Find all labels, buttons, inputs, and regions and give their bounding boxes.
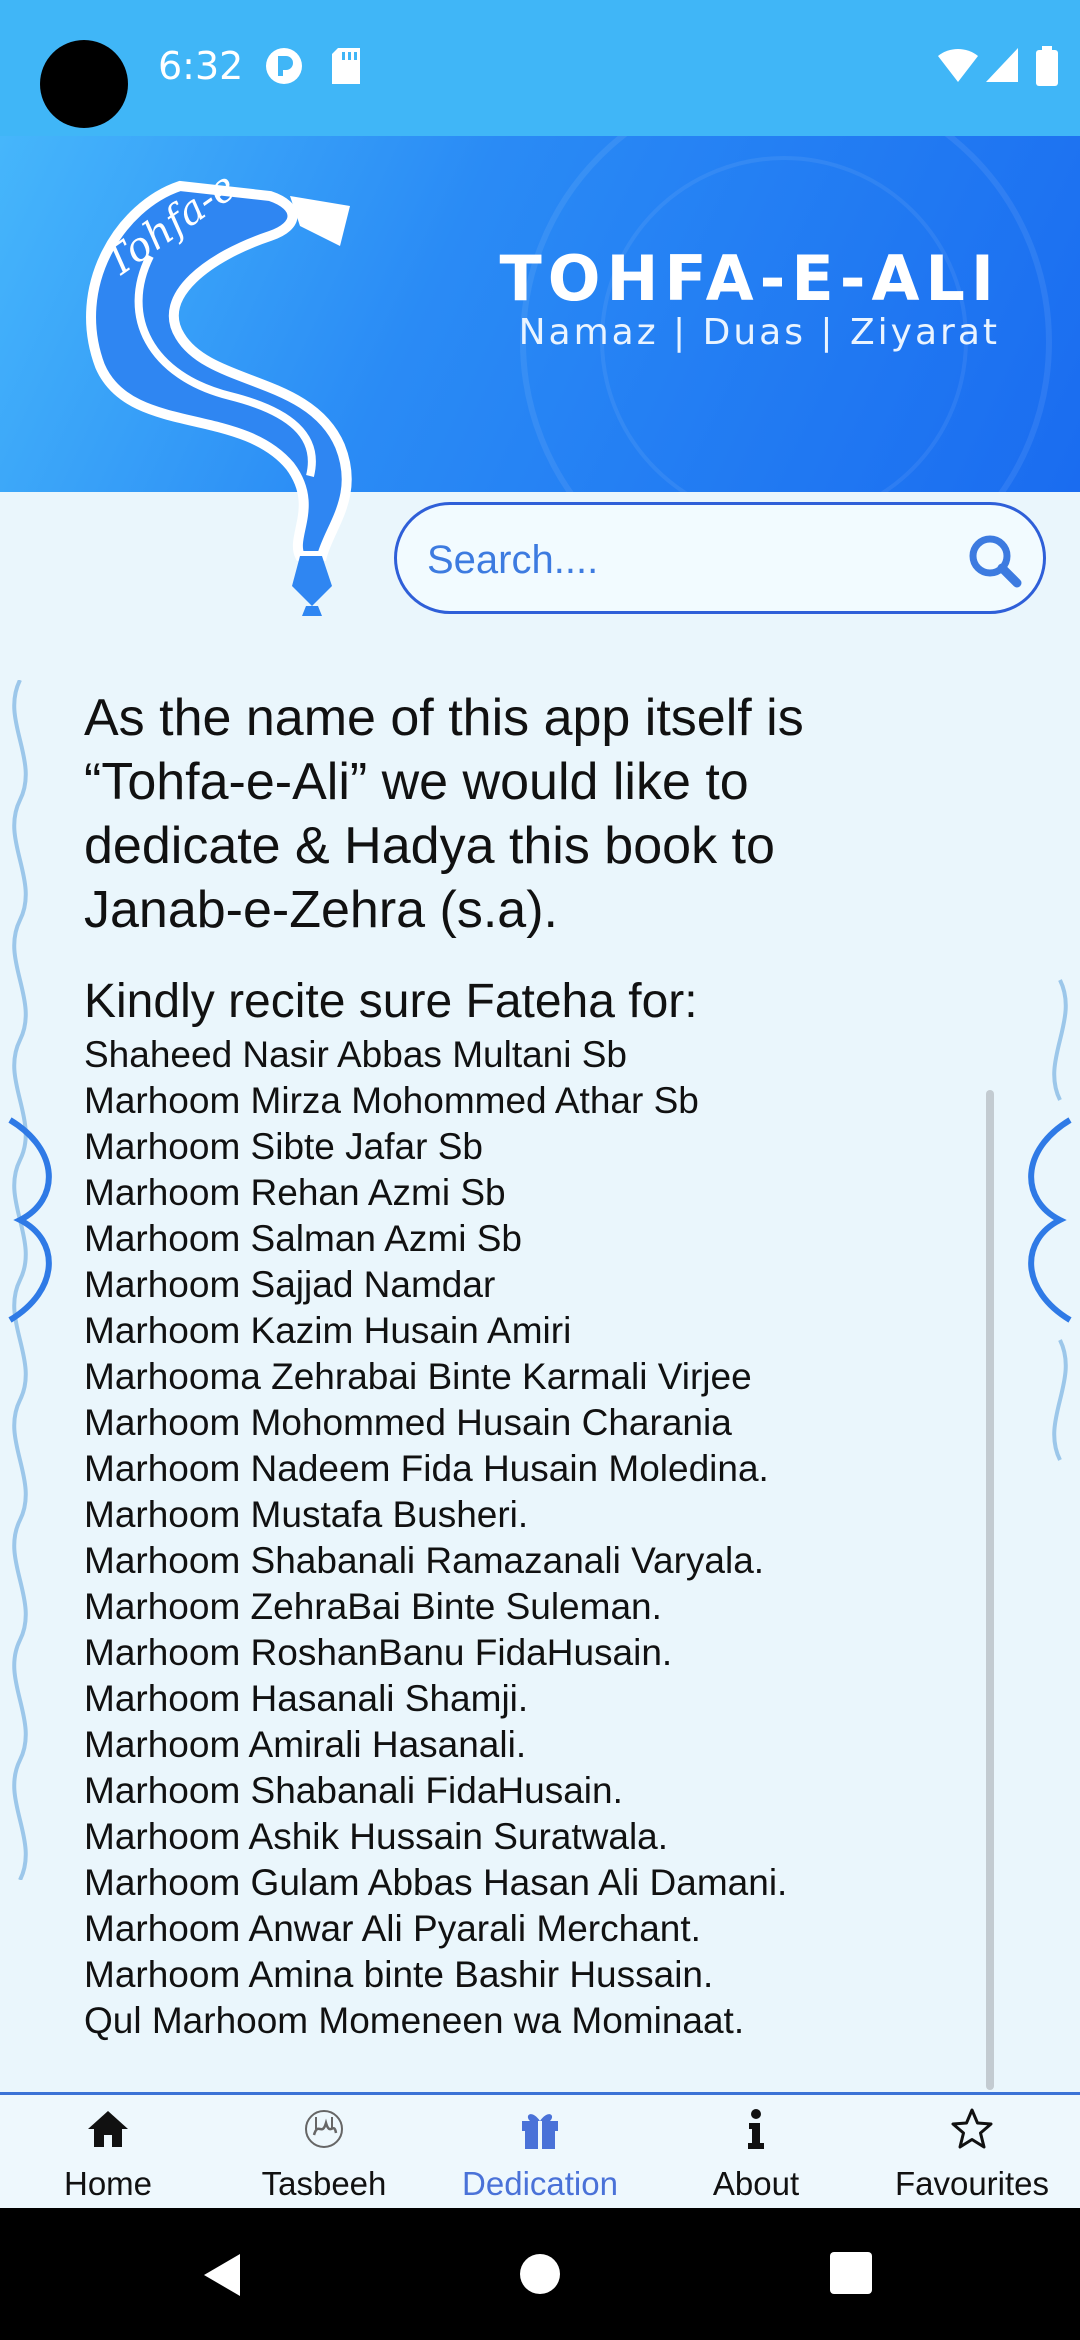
signal-icon [984, 46, 1020, 84]
list-item: Marhoom Kazim Husain Amiri [84, 1310, 572, 1351]
list-item: Marhoom Gulam Abbas Hasan Ali Damani. [84, 1862, 788, 1903]
list-item: Marhoom RoshanBanu FidaHusain. [84, 1632, 673, 1673]
nav-item-home[interactable] [0, 2095, 216, 2211]
list-item: Marhoom Salman Azmi Sb [84, 1218, 523, 1259]
notification-icon [264, 46, 304, 86]
nav-item-dedication[interactable] [432, 2095, 648, 2211]
list-item: Marhoom Mohommed Husain Charania [84, 1402, 732, 1443]
status-time: 6:32 [158, 44, 244, 88]
nav-label-dedication: Dedication [462, 2165, 618, 2202]
search-icon[interactable] [965, 531, 1025, 591]
list-item: Marhoom Shabanali FidaHusain. [84, 1770, 623, 1811]
sd-card-icon [330, 46, 362, 86]
nav-item-favourites[interactable] [864, 2095, 1080, 2211]
list-item: Marhoom Mustafa Busheri. [84, 1494, 529, 1535]
dedication-intro: As the name of this app itself is “Tohfa-e-Ali” we would like to dedicate & Hadya this book to Janab-e-Zehra (s.a). [84, 689, 804, 939]
list-item: Marhoom Anwar Ali Pyarali Merchant. [84, 1908, 701, 1949]
right-ornament [1020, 680, 1080, 1880]
nav-label-tasbeeh: Tasbeeh [261, 2165, 387, 2202]
camera-cutout [40, 40, 128, 128]
list-item: Marhoom Hasanali Shamji. [84, 1678, 529, 1719]
app-subtitle: Namaz | Duas | Ziyarat [518, 312, 1000, 353]
list-item: Marhoom ZehraBai Binte Suleman. [84, 1586, 662, 1627]
gift-icon [518, 2107, 562, 2151]
status-bar [0, 0, 1080, 136]
list-item: Marhoom Sibte Jafar Sb [84, 1126, 483, 1167]
scrollbar[interactable] [986, 1090, 994, 2090]
nav-label-favourites: Favourites [894, 2165, 1050, 2202]
list-item: Marhooma Zehrabai Binte Karmali Virjee [84, 1356, 752, 1397]
logo-text: Tohfa-e [95, 163, 245, 287]
battery-icon [1036, 46, 1058, 86]
list-item: Marhoom Sajjad Namdar [84, 1264, 496, 1305]
list-item: Marhoom Mirza Mohommed Athar Sb [84, 1080, 699, 1121]
list-item: Marhoom Shabanali Ramazanali Varyala. [84, 1540, 765, 1581]
recents-icon[interactable] [830, 2252, 872, 2294]
bottom-nav [0, 2092, 1080, 2208]
list-item: Marhoom Rehan Azmi Sb [84, 1172, 506, 1213]
nav-label-about: About [712, 2165, 800, 2202]
names-list [84, 1032, 787, 2044]
list-item: Marhoom Amirali Hasanali. [84, 1724, 527, 1765]
list-item: Qul Marhoom Momeneen wa Mominaat. [84, 2000, 745, 2041]
tasbeeh-icon [302, 2107, 346, 2151]
dedication-content[interactable] [0, 660, 1080, 2092]
list-item: Marhoom Nadeem Fida Husain Moledina. [84, 1448, 769, 1489]
star-icon [950, 2107, 994, 2151]
search-input[interactable] [425, 527, 949, 593]
info-icon [734, 2107, 778, 2151]
home-circle-icon[interactable] [518, 2252, 562, 2296]
nav-item-tasbeeh[interactable] [216, 2095, 432, 2211]
app-title: TOHFA-E-ALI [499, 242, 1000, 315]
system-navigation-bar [0, 2208, 1080, 2340]
search-box[interactable] [394, 502, 1046, 614]
list-item: Marhoom Ashik Hussain Suratwala. [84, 1816, 669, 1857]
recite-heading: Kindly recite sure Fateha for: [84, 975, 698, 1028]
left-ornament [0, 680, 60, 1880]
nav-item-about[interactable] [648, 2095, 864, 2211]
nav-label-home: Home [63, 2165, 153, 2202]
home-icon [86, 2107, 130, 2151]
list-item: Shaheed Nasir Abbas Multani Sb [84, 1034, 628, 1075]
list-item: Marhoom Amina binte Bashir Hussain. [84, 1954, 714, 1995]
back-icon[interactable] [200, 2252, 246, 2298]
wifi-icon [936, 46, 980, 84]
